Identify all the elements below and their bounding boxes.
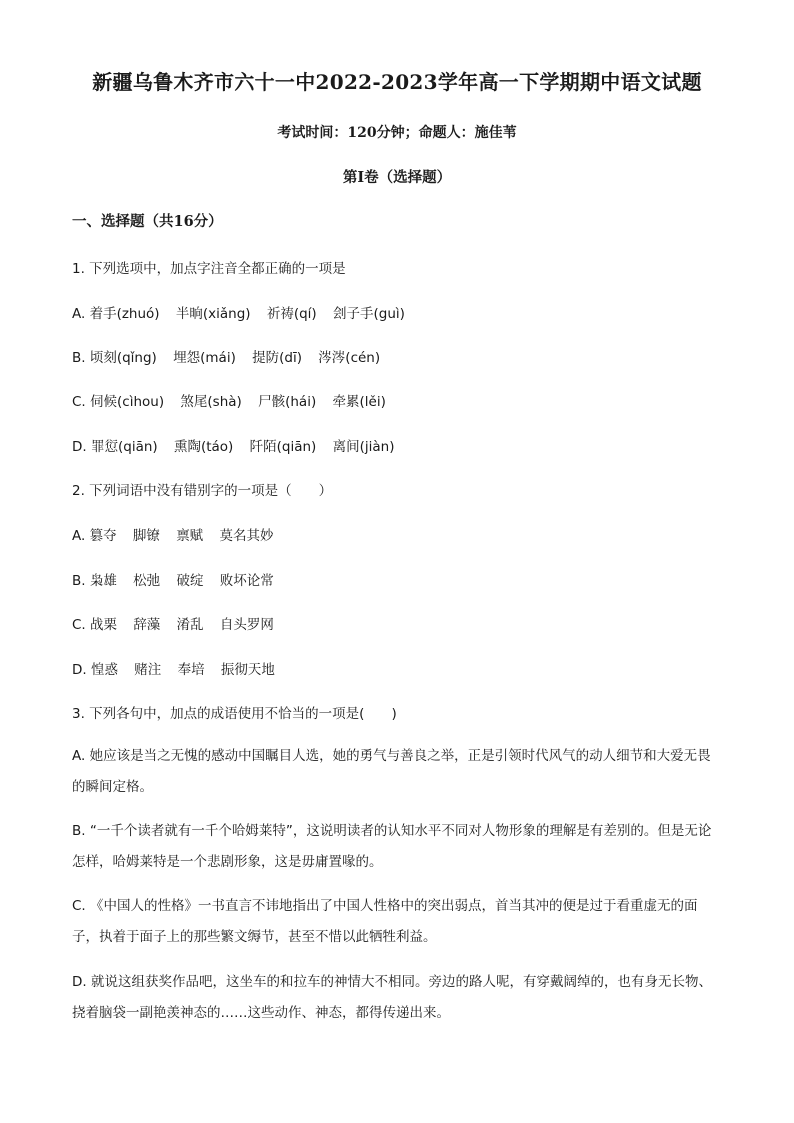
exam-title: 新疆乌鲁木齐市六十一中2022-2023学年高一下学期期中语文试题 (92, 70, 702, 94)
option-item: 莫名其妙 (219, 528, 274, 544)
option-item: 祈祷(qí) (266, 306, 317, 322)
question-1-option-b (72, 346, 380, 366)
option-item: 脚镣 (132, 528, 160, 544)
question-1-option-a (72, 302, 405, 322)
option-item: D. 罪愆(qiān) (72, 439, 158, 455)
option-item: C. 战栗 (72, 617, 118, 633)
option-item: 松弛 (133, 573, 161, 589)
question-1-stem: 1. 下列选项中，加点字注音全都正确的一项是 (72, 261, 346, 277)
option-item: A. 篡夺 (72, 528, 117, 544)
option-item: 奉培 (177, 662, 205, 678)
option-item: 自头罗网 (219, 617, 274, 633)
question-1-option-c (72, 390, 386, 410)
option-item: 破绽 (176, 573, 204, 589)
option-item: 煞尾(shà) (180, 394, 242, 410)
option-item: D. 惶惑 (72, 662, 118, 678)
option-item: 败坏论常 (219, 573, 274, 589)
question-3-option-b: B. “一千个读者就有一千个哈姆莱特”，这说明读者的认知水平不同对人物形象的理解是有差别的。但是无论怎样，哈姆莱特是一个悲剧形象，这是毋庸置喙的。 (72, 823, 712, 870)
option-item: 埋怨(mái) (173, 350, 236, 366)
option-item: 离间(jiàn) (332, 439, 395, 455)
option-item: 阡陌(qiān) (249, 439, 317, 455)
option-item: 淆乱 (176, 617, 204, 633)
option-item: C. 伺候(cìhou) (72, 394, 165, 410)
question-3-option-d: D. 就说这组获奖作品吧，这坐车的和拉车的神情大不相同。旁边的路人呢，有穿戴阔绰的，也有身无长物、挠着脑袋一副艳羡神态的……这些动作、神态，都得传递出来。 (72, 974, 712, 1021)
question-1-option-d (72, 435, 394, 455)
question-2-option-b (72, 569, 274, 589)
option-item: 尸骸(hái) (258, 394, 317, 410)
option-item: B. 枭雄 (72, 573, 117, 589)
option-item: 禀赋 (176, 528, 204, 544)
question-2-option-a (72, 524, 273, 544)
part-heading: 第Ⅰ卷（选择题） (342, 169, 452, 186)
question-3-option-c: C. 《中国人的性格》一书直言不讳地指出了中国人性格中的突出弱点，首当其冲的便是过于看重虚无的面子，执着于面子上的那些繁文缛节，甚至不惜以此牺牲利益。 (72, 898, 698, 945)
option-item: 半晌(xiǎng) (175, 306, 251, 322)
question-3-option-a: A. 她应该是当之无愧的感动中国瞩目人选，她的勇气与善良之举，正是引领时代风气的动人细节和大爱无畏的瞬间定格。 (72, 748, 711, 795)
option-item: 振彻天地 (220, 662, 275, 678)
section-heading: 一、选择题（共16分） (72, 213, 223, 230)
question-3-stem: 3. 下列各句中，加点的成语使用不恰当的一项是( ) (72, 706, 397, 722)
question-2-stem: 2. 下列词语中没有错别字的一项是（ ） (72, 483, 333, 499)
exam-subtitle: 考试时间：120分钟；命题人：施佳苇 (277, 125, 517, 141)
option-item: 涔涔(cén) (318, 350, 381, 366)
option-item: 刽子手(guì) (333, 306, 405, 322)
option-item: 牵累(lěi) (332, 394, 386, 410)
question-2-option-d (72, 658, 275, 678)
option-item: 熏陶(táo) (173, 439, 234, 455)
option-item: 辞藻 (133, 617, 161, 633)
option-item: B. 顷刻(qǐng) (72, 350, 157, 366)
option-item: A. 着手(zhuó) (72, 306, 160, 322)
option-item: 赌注 (134, 662, 162, 678)
question-2-option-c (72, 613, 274, 633)
option-item: 提防(dī) (252, 350, 302, 366)
